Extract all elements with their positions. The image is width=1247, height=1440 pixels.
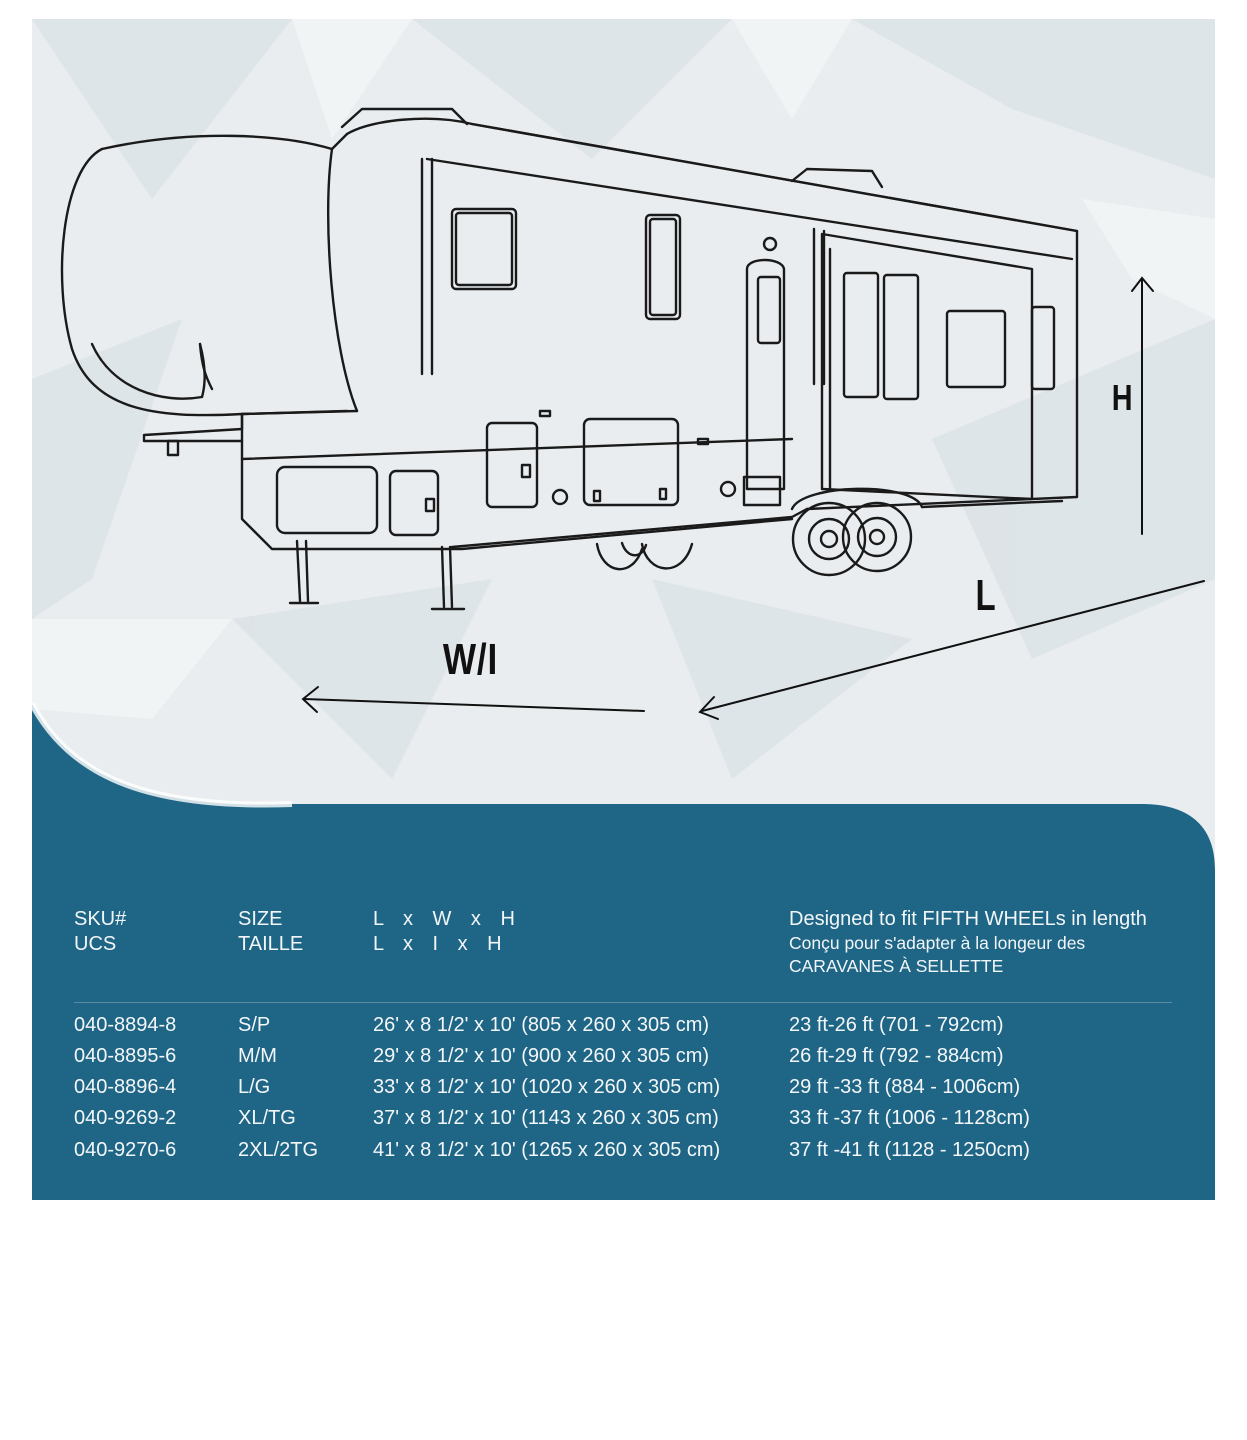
header-divider xyxy=(74,1002,1172,1003)
length-label: L xyxy=(975,571,997,620)
width-label: W/I xyxy=(442,635,499,684)
sku-header: SKU# UCS xyxy=(74,908,127,955)
table-row: 040-8896-4 L/G 33' x 8 1/2' x 10' (1020 x 260 x 305 cm) 29 ft -33 ft (884 - 1006cm) xyxy=(74,1076,1021,1098)
dimensions-header: L x W x H L x I x H xyxy=(373,908,515,955)
height-label: H xyxy=(1111,377,1134,418)
size-header: SIZE TAILLE xyxy=(238,908,304,955)
rv-line-art xyxy=(62,109,1077,609)
fit-header: Designed to fit FIFTH WHEELs in length Conçu pour s'adapter à la longeur des CARAVANES À SELLETTE xyxy=(789,908,1147,976)
table-row: 040-8895-6 M/M 29' x 8 1/2' x 10' (900 x 260 x 305 cm) 26 ft-29 ft (792 - 884cm) xyxy=(74,1045,1004,1067)
table-row: 040-8894-8 S/P 26' x 8 1/2' x 10' (805 x 260 x 305 cm) 23 ft-26 ft (701 - 792cm) xyxy=(74,1014,1004,1036)
polygon-background xyxy=(32,19,1215,779)
table-row: 040-9270-6 2XL/2TG 41' x 8 1/2' x 10' (1265 x 260 x 305 cm) 37 ft -41 ft (1128 - 1250cm) xyxy=(74,1139,1030,1161)
product-panel xyxy=(32,19,1215,1200)
table-row: 040-9269-2 XL/TG 37' x 8 1/2' x 10' (1143 x 260 x 305 cm) 33 ft -37 ft (1006 - 1128cm) xyxy=(74,1107,1030,1129)
